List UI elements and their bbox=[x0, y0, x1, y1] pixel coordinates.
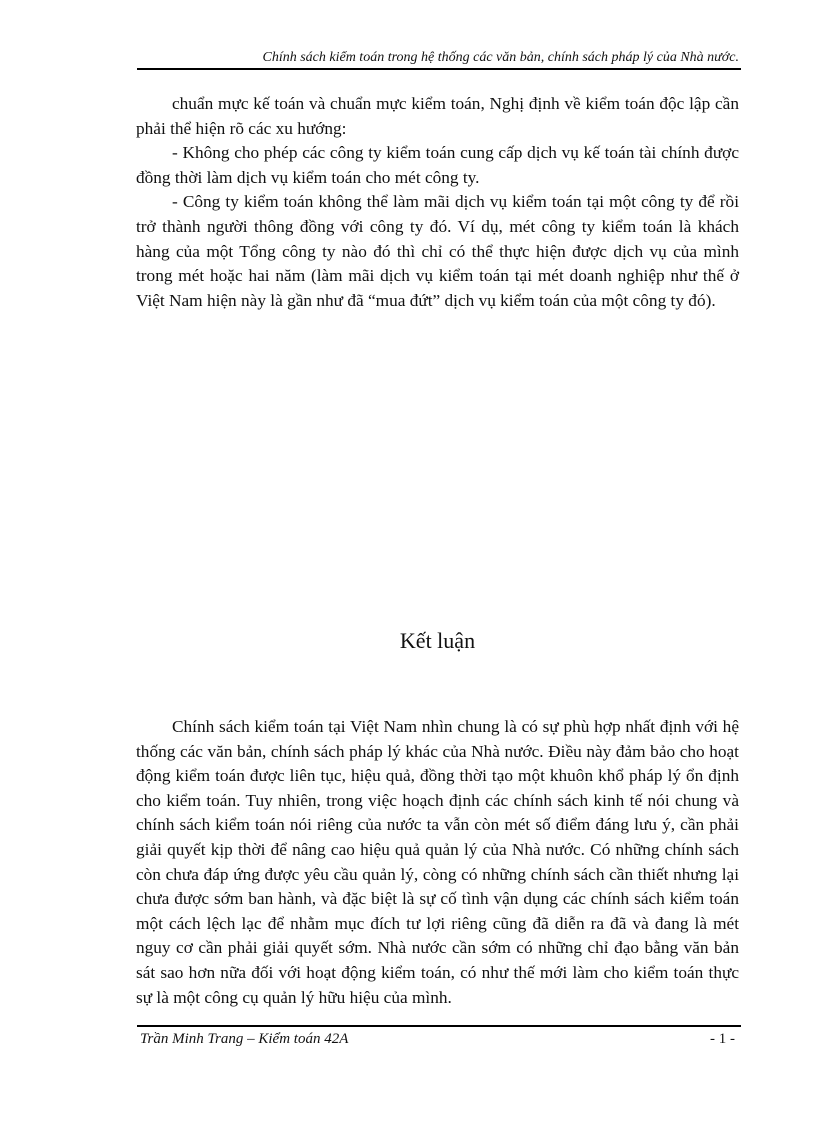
top-section bbox=[136, 92, 739, 313]
header-divider bbox=[137, 68, 741, 70]
footer-divider bbox=[137, 1025, 741, 1027]
conclusion-section bbox=[136, 715, 739, 1010]
section-heading: Kết luận bbox=[399, 628, 476, 653]
body-paragraph: chuẩn mực kế toán và chuẩn mực kiểm toán, Nghị định về kiểm toán độc lập cần phải thể hiện rõ các xu hướng: bbox=[136, 94, 739, 138]
page-number: - 1 - bbox=[710, 1031, 735, 1047]
body-paragraph: - Không cho phép các công ty kiểm toán cung cấp dịch vụ kế toán tài chính được đồng thời làm dịch vụ kiểm toán cho mét công ty. bbox=[136, 143, 739, 187]
running-header: Chính sách kiểm toán trong hệ thống các văn bản, chính sách pháp lý của Nhà nước. bbox=[262, 50, 739, 65]
body-paragraph: - Công ty kiểm toán không thể làm mãi dịch vụ kiểm toán tại một công ty để rồi trở thành người thông đồng với công ty đó. Ví dụ, mét công ty kiểm toán là khách hàng của một Tổng công ty nào đó thì chỉ có thể thực hiện được dịch vụ của mình trong mét hoặc hai năm (làm mãi dịch vụ kiểm toán tại mét doanh nghiệp như thế ở Việt Nam hiện này là gần như đã “mua đứt” dịch vụ kiểm toán của một công ty đó). bbox=[136, 192, 739, 310]
footer-author: Trần Minh Trang – Kiểm toán 42A bbox=[140, 1031, 349, 1047]
body-paragraph: Chính sách kiểm toán tại Việt Nam nhìn chung là có sự phù hợp nhất định với hệ thống các văn bản, chính sách pháp lý khác của Nhà nước. Điều này đảm bảo cho hoạt động kiểm toán được liên tục, hiệu quả, đồng thời tạo một khuôn khổ pháp lý ổn định cho kiểm toán. Tuy nhiên, trong việc hoạch định các chính sách kinh tế nói chung và chính sách kiểm toán nói riêng của nước ta vẫn còn mét số điểm đáng lưu ý, cần phải giải quyết kịp thời để nâng cao hiệu quả quản lý của Nhà nước. Có những chính sách còn chưa đáp ứng được yêu cầu quản lý, còng có những chính sách cần thiết nhưng lại chưa được sớm ban hành, và đặc biệt là sự cố tình vận dụng các chính sách kiểm toán một cách lệch lạc để nhằm mục đích tư lợi riêng cũng đã diễn ra đã và đang là mét nguy cơ cần phải giải quyết sớm. Nhà nước cần sớm có những chỉ đạo bằng văn bản sát sao hơn nữa đối với hoạt động kiểm toán, có như thế mới làm cho kiểm toán thực sự là một công cụ quản lý hữu hiệu của mình. bbox=[136, 717, 739, 1007]
